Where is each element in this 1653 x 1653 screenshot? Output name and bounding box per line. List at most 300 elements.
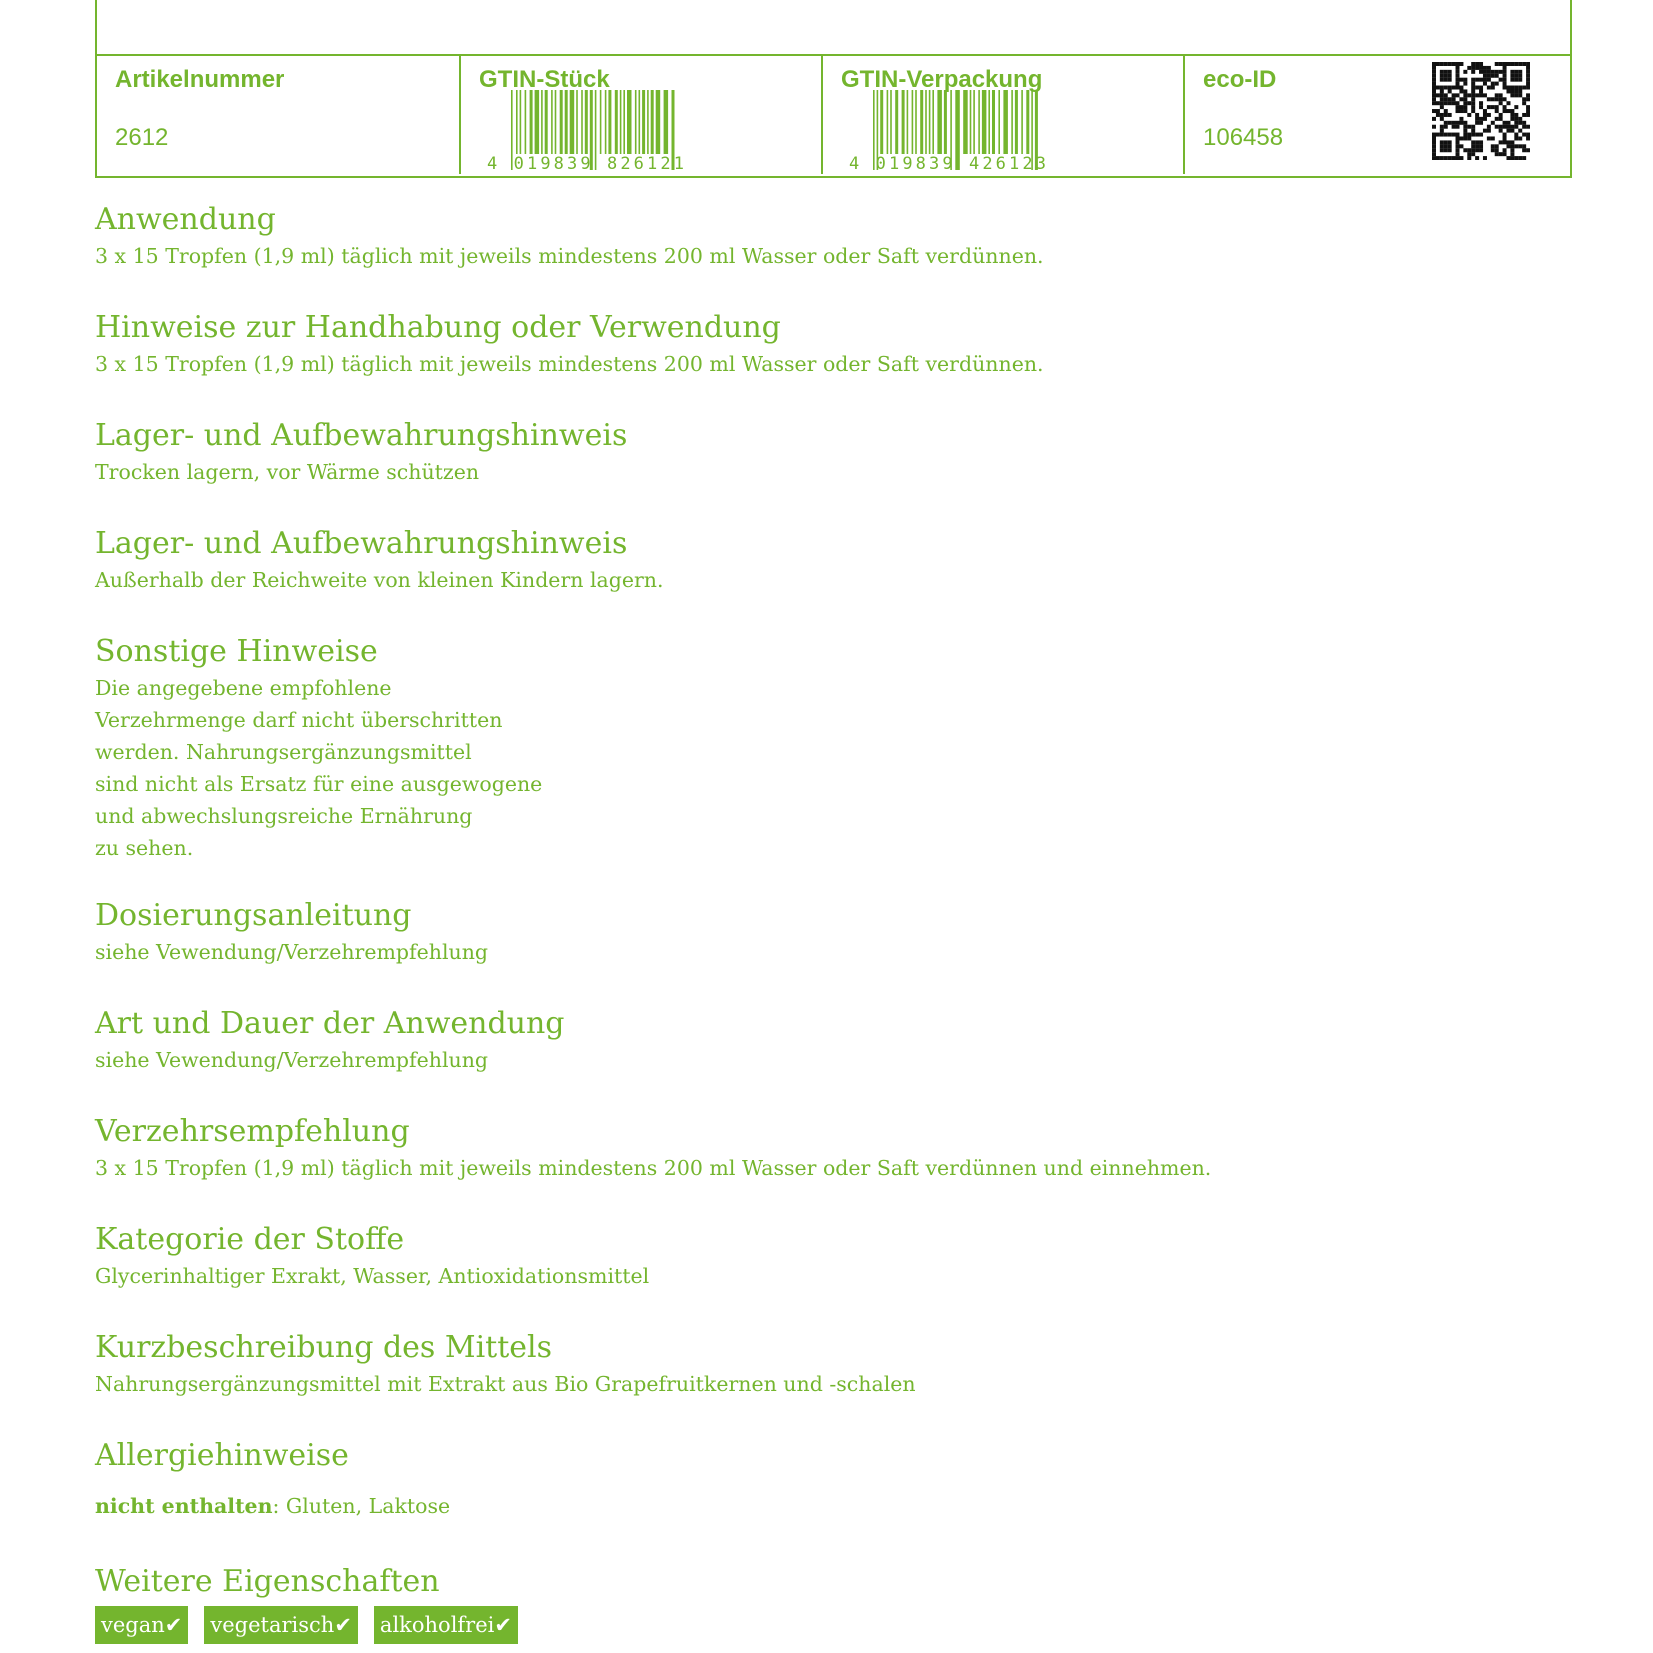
qr-module (1432, 97, 1436, 101)
qr-module (1471, 148, 1475, 152)
gtin-piece-barcode (487, 90, 688, 174)
qr-module (1526, 113, 1530, 117)
qr-module (1459, 97, 1463, 101)
qr-module (1475, 140, 1479, 144)
qr-module (1510, 113, 1514, 117)
qr-module (1467, 156, 1471, 160)
qr-module (1514, 125, 1518, 129)
qr-module (1440, 148, 1444, 152)
barcode-bar (605, 90, 607, 154)
barcode-bar (623, 90, 625, 154)
barcode-bar (525, 90, 527, 154)
qr-module (1499, 117, 1503, 121)
article-number-cell (97, 56, 459, 174)
qr-module (1459, 109, 1463, 113)
badge-vegetarian: vegetarisch✔ (204, 1606, 358, 1644)
qr-module (1432, 144, 1436, 148)
barcode-bar (988, 90, 990, 154)
qr-module (1456, 121, 1460, 125)
barcode-bar (615, 90, 618, 154)
qr-module (1459, 144, 1463, 148)
qr-module (1436, 133, 1440, 137)
barcode-bar (915, 90, 917, 154)
qr-module (1456, 101, 1460, 105)
qr-module (1503, 121, 1507, 125)
qr-module (1456, 109, 1460, 113)
qr-module (1503, 133, 1507, 137)
qr-module (1526, 148, 1530, 152)
qr-module (1510, 156, 1514, 160)
qr-module (1495, 148, 1499, 152)
qr-module (1471, 133, 1475, 137)
barcode-bar (535, 90, 540, 154)
qr-module (1526, 109, 1530, 113)
barcode-bar (944, 90, 947, 154)
barcode-bar (560, 90, 563, 154)
barcode-bar (925, 90, 927, 154)
section-title: Kurzbeschreibung des Mittels (95, 1330, 553, 1365)
qr-module (1448, 156, 1452, 160)
qr-module (1452, 121, 1456, 125)
barcode-bar (520, 90, 522, 154)
qr-module (1444, 121, 1448, 125)
qr-module (1463, 125, 1467, 129)
product-details (95, 200, 1555, 1644)
qr-module (1510, 144, 1514, 148)
qr-module (1499, 140, 1503, 144)
qr-module (1479, 140, 1483, 144)
qr-module (1514, 105, 1518, 109)
section-list (95, 200, 1555, 1436)
qr-module (1491, 121, 1495, 125)
qr-module (1440, 140, 1444, 144)
qr-module (1440, 97, 1444, 101)
qr-module (1432, 101, 1436, 105)
qr-module (1483, 117, 1487, 121)
section-text: Außerhalb der Reichweite von kleinen Kindern lagern. (95, 568, 664, 592)
qr-module (1518, 129, 1522, 133)
info-section (95, 416, 1555, 488)
qr-module (1495, 105, 1499, 109)
barcode-bar (585, 90, 588, 154)
property-badges (95, 1606, 1555, 1644)
qr-module (1471, 144, 1475, 148)
barcode-bar (902, 90, 905, 154)
section-text: 3 x 15 Tropfen (1,9 ml) täglich mit jeweils mindestens 200 ml Wasser oder Saft verdünnen. (95, 352, 1044, 376)
qr-module (1444, 101, 1448, 105)
barcode-bar (581, 90, 583, 154)
section-title: Dosierungsanleitung (95, 898, 412, 933)
barcode-bar (545, 90, 548, 154)
barcode-bar (1026, 90, 1029, 154)
info-section (95, 200, 1555, 272)
barcode-bar (608, 90, 611, 154)
qr-module (1444, 133, 1448, 137)
qr-module (1514, 117, 1518, 121)
qr-module (1475, 133, 1479, 137)
qr-module (1491, 105, 1495, 109)
qr-module (1448, 101, 1452, 105)
info-section (95, 1112, 1555, 1184)
qr-module (1514, 144, 1518, 148)
qr-module (1471, 101, 1475, 105)
qr-module (1514, 113, 1518, 117)
qr-module (1456, 140, 1460, 144)
qr-module (1522, 125, 1526, 129)
gtin-pack-cell (821, 56, 1183, 174)
barcode-bar (920, 90, 923, 154)
barcode-bar (973, 90, 975, 154)
qr-module (1499, 129, 1503, 133)
section-text: Die angegebene empfohlene Verzehrmenge darf nicht überschritten werden. Nahrungsergänzungsmittel sind nicht als Ersatz für eine ausgewogene und abwechslungsreiche Ernährung zu sehen. (95, 676, 543, 860)
qr-module (1432, 125, 1436, 129)
barcode-bar (937, 90, 942, 154)
info-section (95, 1328, 1555, 1400)
qr-module (1526, 97, 1530, 101)
barcode-bar (516, 90, 518, 154)
qr-module (1444, 109, 1448, 113)
barcode-bar (551, 90, 553, 154)
section-title: Art und Dauer der Anwendung (95, 1006, 565, 1041)
badge-vegan: vegan✔ (95, 1606, 188, 1644)
product-id-table (95, 0, 1572, 178)
qr-module (1503, 109, 1507, 113)
qr-module (1444, 113, 1448, 117)
barcode-bar (970, 90, 972, 154)
section-title: Lager- und Aufbewahrungshinweis (95, 418, 628, 453)
barcode-bar (664, 90, 669, 154)
qr-module (1503, 97, 1507, 101)
qr-module (1444, 97, 1448, 101)
section-text: 3 x 15 Tropfen (1,9 ml) täglich mit jeweils mindestens 200 ml Wasser oder Saft verdünnen und einnehmen. (95, 1156, 1212, 1180)
qr-module (1471, 97, 1475, 101)
allergy-section (95, 1436, 1555, 1522)
qr-module (1506, 156, 1510, 160)
qr-module (1491, 144, 1495, 148)
qr-module (1471, 105, 1475, 109)
qr-module (1522, 156, 1526, 160)
qr-module (1463, 148, 1467, 152)
qr-module (1506, 125, 1510, 129)
qr-module (1483, 156, 1487, 160)
qr-module (1526, 105, 1530, 109)
barcode-bar (929, 90, 931, 154)
qr-module (1448, 148, 1452, 152)
barcode-bar (890, 90, 892, 154)
qr-module (1471, 109, 1475, 113)
qr-module (1475, 121, 1479, 125)
qr-module (1432, 117, 1436, 121)
qr-module (1452, 156, 1456, 160)
qr-module (1432, 152, 1436, 156)
allergy-values: : Gluten, Laktose (272, 1494, 451, 1518)
qr-module (1479, 117, 1483, 121)
qr-module (1518, 136, 1522, 140)
barcode-bar (600, 90, 602, 154)
barcode-bar (1015, 90, 1018, 154)
qr-module (1514, 121, 1518, 125)
qr-module (1440, 101, 1444, 105)
info-section (95, 1004, 1555, 1076)
qr-module (1456, 133, 1460, 137)
qr-module (1475, 156, 1479, 160)
qr-module (1463, 136, 1467, 140)
gtin-piece-cell (459, 56, 821, 174)
qr-module (1440, 156, 1444, 160)
section-title: Verzehrsempfehlung (95, 1114, 410, 1149)
qr-module (1471, 152, 1475, 156)
qr-module (1448, 121, 1452, 125)
barcode-bar (963, 90, 968, 154)
qr-module (1440, 117, 1444, 121)
qr-module (1440, 125, 1444, 129)
qr-module (1495, 144, 1499, 148)
qr-module (1436, 101, 1440, 105)
qr-module (1506, 109, 1510, 113)
barcode-bar (642, 90, 645, 154)
qr-module (1459, 105, 1463, 109)
qr-module (1456, 136, 1460, 140)
qr-module (1467, 113, 1471, 117)
qr-module (1479, 121, 1483, 125)
section-text: Glycerinhaltiger Exrakt, Wasser, Antioxidationsmittel (95, 1264, 650, 1288)
qr-module (1506, 144, 1510, 148)
qr-module (1495, 117, 1499, 121)
qr-module (1432, 109, 1436, 113)
qr-module (1495, 152, 1499, 156)
qr-module (1522, 101, 1526, 105)
qr-module (1510, 140, 1514, 144)
barcode-bar (912, 90, 914, 154)
qr-module (1487, 113, 1491, 117)
section-title: Hinweise zur Handhabung oder Verwendung (95, 310, 781, 345)
qr-module (1467, 136, 1471, 140)
barcode-bar (932, 90, 934, 154)
info-section (95, 632, 1555, 864)
barcode-bar (978, 90, 980, 154)
qr-module (1483, 109, 1487, 113)
qr-module (1463, 129, 1467, 133)
info-section (95, 308, 1555, 380)
barcode-bar (576, 90, 578, 154)
qr-module (1522, 113, 1526, 117)
barcode-bar (1021, 90, 1023, 154)
qr-module (1483, 113, 1487, 117)
qr-module (1440, 129, 1444, 133)
barcode-bar (541, 90, 543, 154)
qr-module (1456, 156, 1460, 160)
article-number-value: 2612 (115, 124, 169, 151)
qr-module (1456, 152, 1460, 156)
allergy-title: Allergiehinweise (95, 1438, 349, 1473)
qr-module (1475, 144, 1479, 148)
barcode-bar (907, 90, 909, 154)
qr-module (1448, 140, 1452, 144)
qr-module (1432, 136, 1436, 140)
qr-module (1448, 133, 1452, 137)
barcode-bar (992, 90, 995, 154)
barcode-bar (530, 90, 533, 154)
qr-module (1467, 152, 1471, 156)
article-number-label: Artikelnummer (115, 66, 285, 93)
qr-module (1463, 101, 1467, 105)
qr-module (1463, 109, 1467, 113)
qr-module (1522, 97, 1526, 101)
qr-module (1448, 144, 1452, 148)
qr-module (1459, 156, 1463, 160)
barcode-bar (565, 90, 568, 154)
qr-module (1444, 156, 1448, 160)
qr-module (1506, 101, 1510, 105)
qr-module (1467, 133, 1471, 137)
qr-module (1479, 105, 1483, 109)
qr-module (1487, 105, 1491, 109)
eco-id-label: eco-ID (1203, 66, 1277, 93)
barcode-bar (1003, 90, 1008, 154)
qr-module (1471, 140, 1475, 144)
qr-module (1456, 144, 1460, 148)
qr-module (1487, 136, 1491, 140)
qr-module (1514, 136, 1518, 140)
qr-module (1475, 113, 1479, 117)
qr-module (1475, 117, 1479, 121)
qr-module (1522, 133, 1526, 137)
qr-module (1432, 133, 1436, 137)
qr-module (1514, 133, 1518, 137)
qr-module (1506, 121, 1510, 125)
eco-id-cell (1183, 56, 1570, 174)
qr-module (1495, 97, 1499, 101)
gtin-pack-barcode (849, 90, 1050, 174)
qr-module (1459, 121, 1463, 125)
qr-module (1444, 148, 1448, 152)
qr-module (1444, 140, 1448, 144)
barcode-bar (1011, 90, 1013, 154)
qr-module (1432, 156, 1436, 160)
qr-module (1452, 125, 1456, 129)
barcode-bar (639, 90, 641, 154)
section-text: siehe Vewendung/Verzehrempfehlung (95, 940, 489, 964)
eco-id-value: 106458 (1203, 124, 1284, 151)
qr-module (1522, 144, 1526, 148)
section-text: Trocken lagern, vor Wärme schützen (95, 460, 480, 484)
qr-module (1467, 101, 1471, 105)
barcode-bar (880, 90, 883, 154)
barcode-bar (998, 90, 1000, 154)
qr-module (1510, 129, 1514, 133)
qr-module (1491, 148, 1495, 152)
qr-module (1452, 97, 1456, 101)
qr-module (1456, 125, 1460, 129)
qr-module (1495, 125, 1499, 129)
section-text: 3 x 15 Tropfen (1,9 ml) täglich mit jeweils mindestens 200 ml Wasser oder Saft verdünnen. (95, 244, 1044, 268)
qr-module (1518, 117, 1522, 121)
qr-module (1440, 113, 1444, 117)
qr-module (1495, 109, 1499, 113)
qr-module (1463, 97, 1467, 101)
qr-module (1522, 121, 1526, 125)
gtin-piece-digits: 4 019839 826121 (487, 154, 688, 174)
info-section (95, 896, 1555, 968)
qr-module (1518, 144, 1522, 148)
gtin-pack-digits: 4 019839 426123 (849, 154, 1050, 174)
qr-module (1432, 140, 1436, 144)
gtin-pack-label: GTIN-Verpackung (841, 66, 1043, 93)
qr-module (1510, 125, 1514, 129)
qr-module (1499, 152, 1503, 156)
qr-module (1503, 105, 1507, 109)
qr-module (1522, 148, 1526, 152)
qr-module (1436, 113, 1440, 117)
allergy-label: nicht enthalten (95, 1494, 273, 1518)
qr-module (1506, 129, 1510, 133)
qr-module (1506, 140, 1510, 144)
qr-module (1526, 136, 1530, 140)
qr-module (1452, 101, 1456, 105)
qr-module (1432, 148, 1436, 152)
qr-module (1510, 109, 1514, 113)
qr-module (1467, 148, 1471, 152)
qr-module (1475, 148, 1479, 152)
qr-module (1499, 113, 1503, 117)
qr-module (1499, 101, 1503, 105)
qr-module (1436, 109, 1440, 113)
qr-module (1436, 156, 1440, 160)
properties-section (95, 1562, 1555, 1644)
qr-module (1514, 156, 1518, 160)
qr-module (1503, 136, 1507, 140)
qr-module (1487, 129, 1491, 133)
qr-module (1487, 97, 1491, 101)
qr-module (1448, 113, 1452, 117)
qr-module (1503, 125, 1507, 129)
qr-module (1479, 101, 1483, 105)
qr-module (1440, 133, 1444, 137)
qr-module (1503, 148, 1507, 152)
qr-module (1518, 156, 1522, 160)
barcode-bar (895, 90, 898, 154)
qr-module (1479, 133, 1483, 137)
qr-module (1471, 129, 1475, 133)
barcode-bar (651, 90, 654, 154)
qr-module (1440, 144, 1444, 148)
barcode-bar (570, 90, 575, 154)
barcode-bar (620, 90, 622, 154)
qr-module (1503, 152, 1507, 156)
section-title: Lager- und Aufbewahrungshinweis (95, 526, 628, 561)
badge-alcohol-free: alkoholfrei✔ (374, 1606, 518, 1644)
qr-module (1518, 121, 1522, 125)
qr-module (1503, 140, 1507, 144)
qr-module (1444, 125, 1448, 129)
qr-module (1440, 105, 1444, 109)
qr-module (1459, 117, 1463, 121)
qr-module (1471, 125, 1475, 129)
barcode-bar (656, 90, 661, 154)
qr-module (1448, 97, 1452, 101)
section-title: Sonstige Hinweise (95, 634, 378, 669)
properties-title: Weitere Eigenschaften (95, 1564, 440, 1599)
gtin-piece-label: GTIN-Stück (479, 66, 610, 93)
qr-module (1510, 117, 1514, 121)
qr-module (1526, 125, 1530, 129)
qr-module (1499, 125, 1503, 129)
qr-module (1479, 144, 1483, 148)
info-section (95, 1220, 1555, 1292)
barcode-bar (982, 90, 987, 154)
allergy-text (95, 1490, 1555, 1522)
qr-module (1526, 133, 1530, 137)
